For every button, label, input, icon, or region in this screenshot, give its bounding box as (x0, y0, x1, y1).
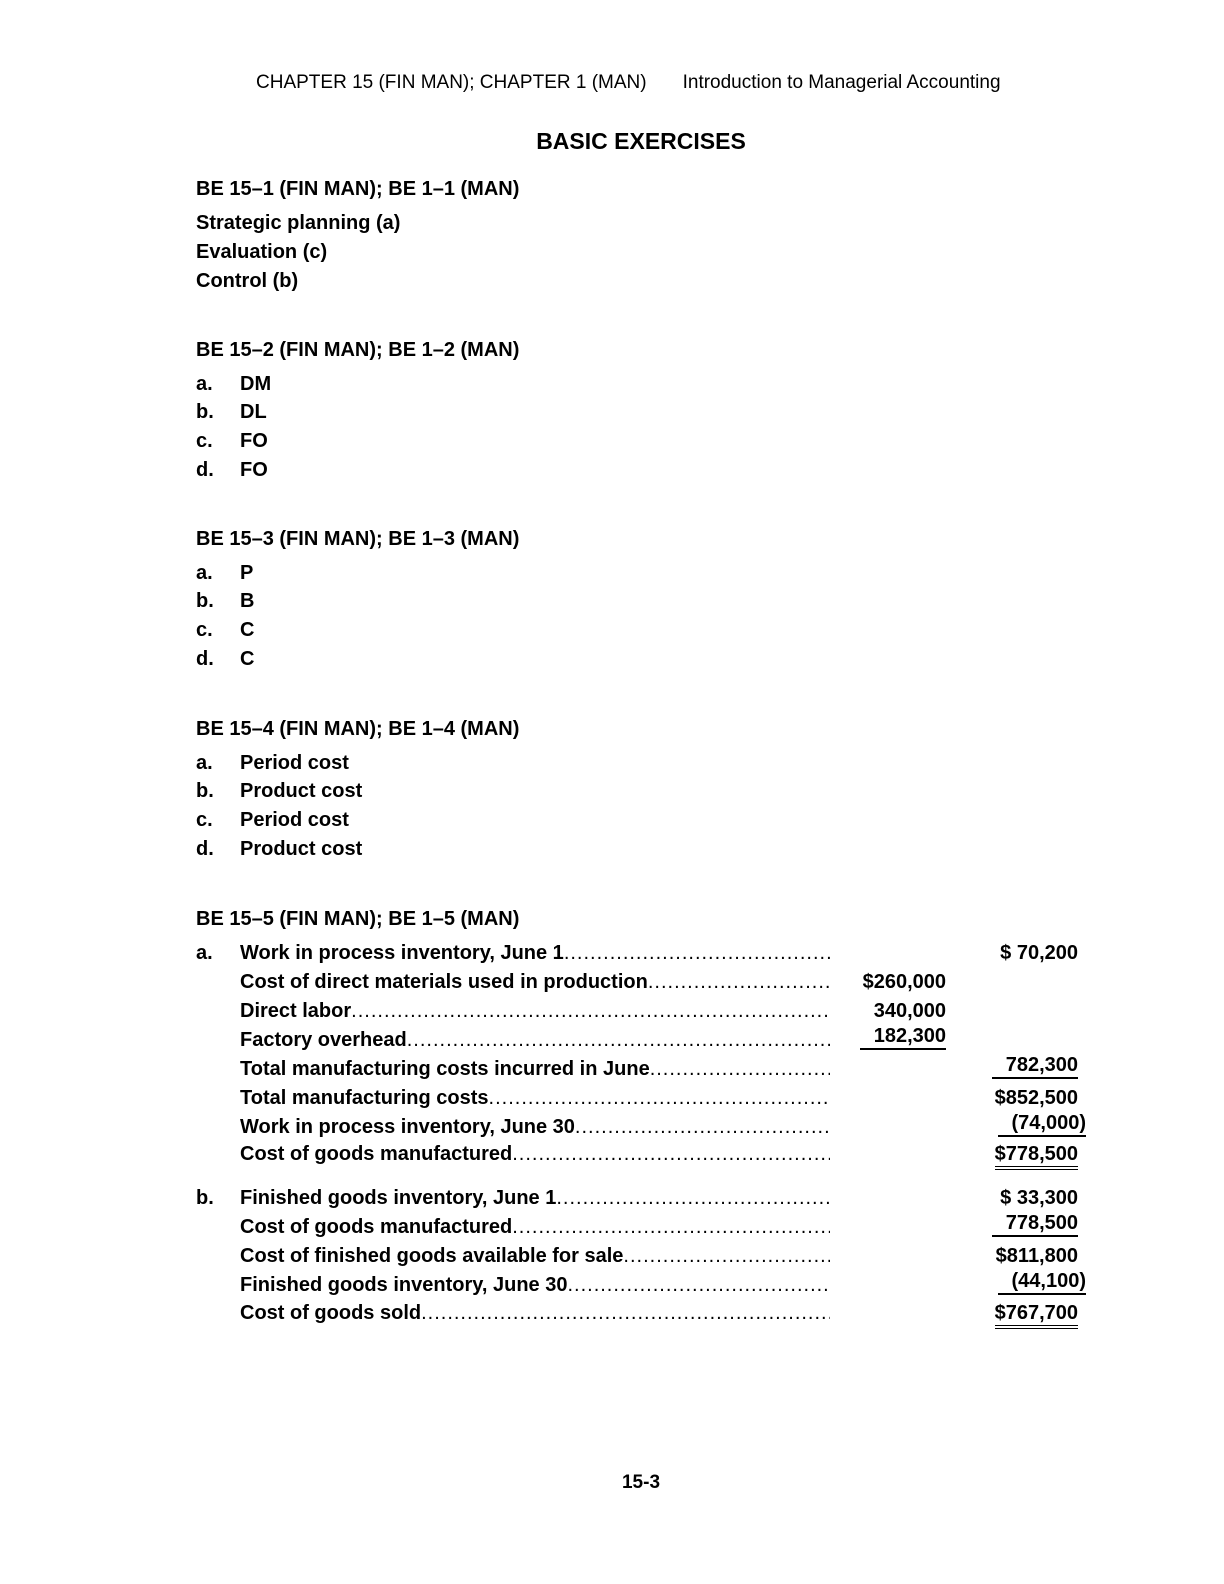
schedule-row (196, 1143, 1096, 1171)
schedule-row (196, 1112, 1096, 1140)
be4-item (196, 752, 349, 775)
item-text: FO (240, 459, 268, 481)
item-label: a. (196, 373, 213, 395)
be3-item (196, 648, 254, 671)
row-description: Factory overhead ..... (240, 1029, 830, 1052)
item-text: Product cost (240, 838, 363, 860)
item-label: c. (196, 430, 213, 452)
row-description: Total manufacturing costs ..... (240, 1087, 830, 1110)
total-amount: $811,800 (995, 1245, 1078, 1267)
total-amount: $778,500 (995, 1143, 1078, 1170)
item-label: b. (196, 401, 214, 423)
be4-item (196, 809, 349, 832)
row-description: Total manufacturing costs incurred in June ..... (240, 1058, 830, 1081)
schedule-row (196, 1270, 1096, 1298)
item-label: d. (196, 838, 214, 860)
be3-item (196, 619, 254, 642)
row-description: Cost of direct materials used in production ..... (240, 971, 830, 994)
item-label: a. (196, 562, 213, 584)
row-description: Finished goods inventory, June 1 ..... (240, 1187, 830, 1210)
header-subject: Introduction to Managerial Accounting (682, 72, 1001, 93)
be2-item (196, 430, 268, 453)
running-header (256, 72, 1001, 94)
schedule-row (196, 1000, 1096, 1028)
be1-line: Control (b) (196, 270, 299, 292)
row-description: Work in process inventory, June 30 ..... (240, 1116, 830, 1139)
be2-heading: BE 15–2 (FIN MAN); BE 1–2 (MAN) (196, 339, 520, 361)
item-text: Period cost (240, 809, 349, 831)
total-amount: 778,500 (992, 1212, 1078, 1237)
total-amount: $852,500 (994, 1087, 1078, 1109)
schedule-row (196, 1025, 1096, 1053)
row-description: Cost of finished goods available for sale ..... (240, 1245, 830, 1268)
total-amount: $ 33,300 (1000, 1187, 1078, 1209)
be2-item (196, 373, 271, 396)
row-description: Finished goods inventory, June 30 ..... (240, 1274, 830, 1297)
schedule-row (196, 942, 1096, 970)
item-label: c. (196, 809, 213, 831)
be3-item (196, 590, 254, 613)
schedule-row (196, 1212, 1096, 1240)
item-label: b. (196, 590, 214, 612)
be3-item (196, 562, 253, 585)
item-text: C (240, 648, 255, 670)
item-text: Product cost (240, 780, 363, 802)
item-label: a. (196, 752, 213, 774)
total-amount: $767,700 (995, 1302, 1078, 1329)
page-number: 15-3 (621, 1472, 661, 1493)
schedule-row (196, 1187, 1096, 1215)
row-description: Direct labor ..... (240, 1000, 830, 1023)
total-amount: (74,000) (998, 1112, 1087, 1137)
schedule-row (196, 1302, 1096, 1330)
schedule-row (196, 1054, 1096, 1082)
page-title: BASIC EXERCISES (536, 128, 746, 154)
be1-line: Evaluation (c) (196, 241, 328, 263)
item-text: P (240, 562, 254, 584)
part-label: b. (196, 1187, 214, 1209)
item-label: d. (196, 459, 214, 481)
row-description: Cost of goods sold ..... (240, 1302, 830, 1325)
be2-item (196, 401, 267, 424)
schedule-row (196, 1245, 1096, 1273)
item-label: b. (196, 780, 214, 802)
row-description: Work in process inventory, June 1 ..... (240, 942, 830, 965)
item-text: DL (240, 401, 267, 423)
part-label: a. (196, 942, 213, 964)
be2-item (196, 459, 268, 482)
item-text: DM (240, 373, 272, 395)
item-text: Period cost (240, 752, 349, 774)
schedule-row (196, 1087, 1096, 1115)
be1-line: Strategic planning (a) (196, 212, 401, 234)
detail-amount: 182,300 (860, 1025, 946, 1050)
be3-heading: BE 15–3 (FIN MAN); BE 1–3 (MAN) (196, 528, 520, 550)
total-amount: $ 70,200 (1000, 942, 1078, 964)
item-text: B (240, 590, 255, 612)
total-amount: 782,300 (992, 1054, 1078, 1079)
detail-amount: 340,000 (873, 1000, 946, 1022)
row-description: Cost of goods manufactured ..... (240, 1216, 830, 1239)
row-description: Cost of goods manufactured ..... (240, 1143, 830, 1166)
be4-item (196, 780, 362, 803)
be1-heading: BE 15–1 (FIN MAN); BE 1–1 (MAN) (196, 178, 520, 200)
be4-heading: BE 15–4 (FIN MAN); BE 1–4 (MAN) (196, 718, 520, 740)
item-label: d. (196, 648, 214, 670)
item-text: C (240, 619, 255, 641)
total-amount: (44,100) (998, 1270, 1087, 1295)
header-chapter: CHAPTER 15 (FIN MAN); CHAPTER 1 (MAN) (256, 72, 647, 93)
item-label: c. (196, 619, 213, 641)
schedule-row (196, 971, 1096, 999)
be5-heading: BE 15–5 (FIN MAN); BE 1–5 (MAN) (196, 908, 520, 930)
detail-amount: $260,000 (862, 971, 946, 993)
item-text: FO (240, 430, 268, 452)
be4-item (196, 838, 362, 861)
